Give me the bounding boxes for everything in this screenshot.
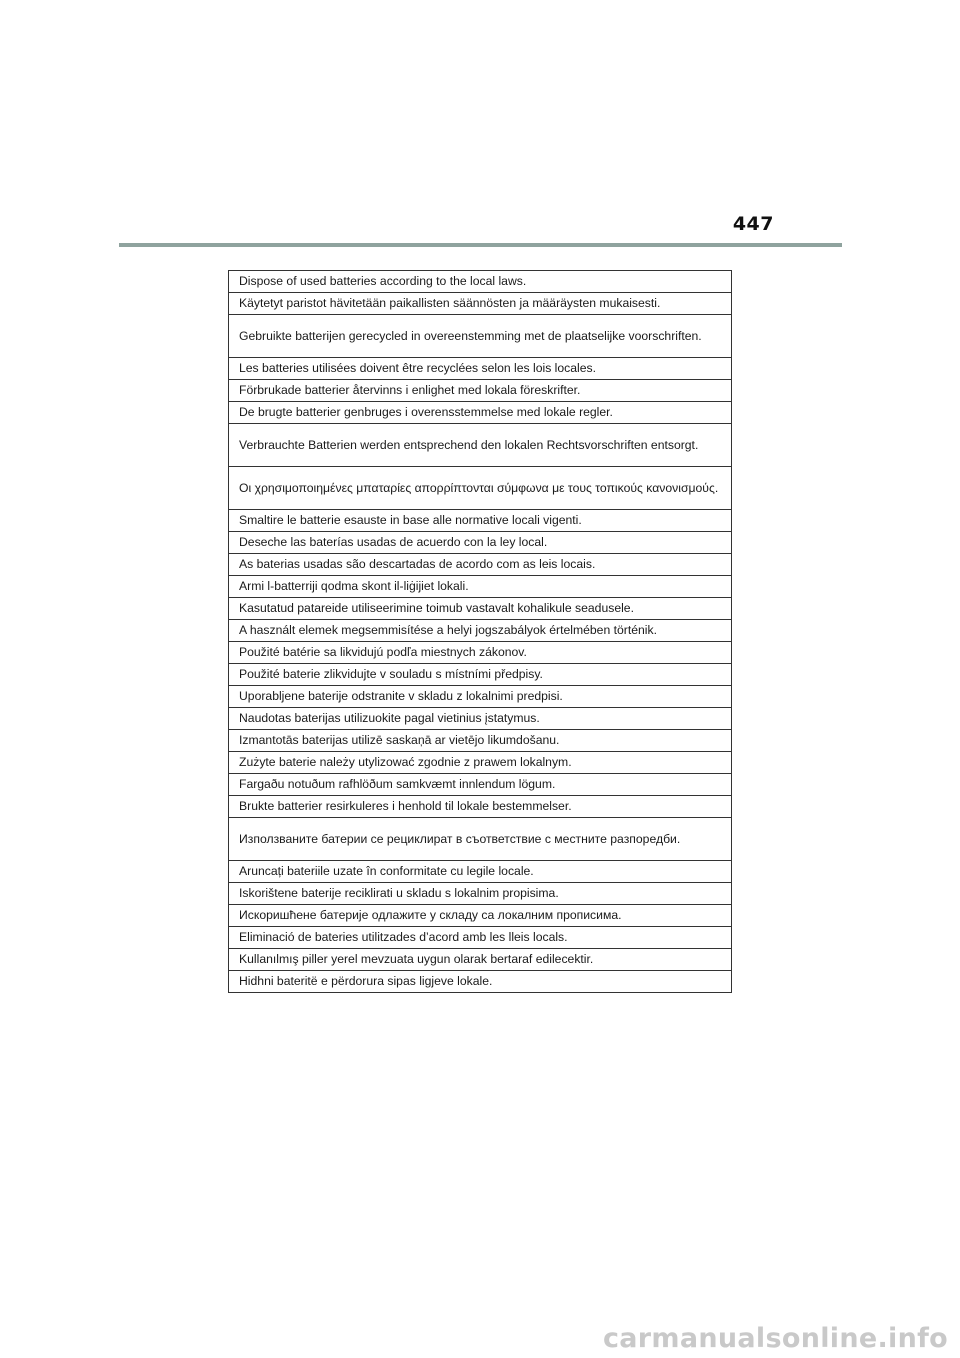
- table-row: [229, 818, 732, 861]
- table-row: [229, 315, 732, 358]
- table-row: [229, 686, 732, 708]
- table-cell: Izmantotās baterijas utilizē saskaņā ar vietējo likumdošanu.: [229, 730, 732, 752]
- table-row: [229, 752, 732, 774]
- table-row: [229, 949, 732, 971]
- table-row: [229, 883, 732, 905]
- table-cell: Les batteries utilisées doivent être recyclées selon les lois locales.: [229, 358, 732, 380]
- table-cell: Iskorištene baterije reciklirati u skladu s lokalnim propisima.: [229, 883, 732, 905]
- table-cell: Kasutatud patareide utiliseerimine toimub vastavalt kohalikule seadusele.: [229, 598, 732, 620]
- table-row: [229, 730, 732, 752]
- table-cell: Uporabljene baterije odstranite v skladu z lokalnimi predpisi.: [229, 686, 732, 708]
- table-row: [229, 380, 732, 402]
- table-row: [229, 532, 732, 554]
- table-cell: Използваните батерии се рециклират в съответствие с местните разпоредби.: [229, 818, 732, 861]
- table-cell: De brugte batterier genbruges i overensstemmelse med lokale regler.: [229, 402, 732, 424]
- table-cell: Gebruikte batterijen gerecycled in overeenstemming met de plaatselijke voorschriften.: [229, 315, 732, 358]
- table-cell: Naudotas baterijas utilizuokite pagal vietinius įstatymus.: [229, 708, 732, 730]
- table-row: [229, 598, 732, 620]
- table-cell: Verbrauchte Batterien werden entsprechend den lokalen Rechtsvorschriften entsorgt.: [229, 424, 732, 467]
- table-row: [229, 402, 732, 424]
- table-cell: Zużyte baterie należy utylizować zgodnie z prawem lokalnym.: [229, 752, 732, 774]
- table-row: [229, 424, 732, 467]
- table-cell: Искоришћене батерије одлажите у складу са локалним прописима.: [229, 905, 732, 927]
- table-row: [229, 708, 732, 730]
- table-row: [229, 576, 732, 598]
- table-cell: Eliminació de bateries utilitzades d’acord amb les lleis locals.: [229, 927, 732, 949]
- table-cell: As baterias usadas são descartadas de acordo com as leis locais.: [229, 554, 732, 576]
- table-cell: Aruncați bateriile uzate în conformitate cu legile locale.: [229, 861, 732, 883]
- table-cell: Οι χρησιμοποιημένες μπαταρίες απορρίπτονται σύμφωνα με τους τοπικούς κανονισμούς.: [229, 467, 732, 510]
- table-row: [229, 358, 732, 380]
- table-cell: Dispose of used batteries according to the local laws.: [229, 271, 732, 293]
- table-row: [229, 774, 732, 796]
- table-row: [229, 905, 732, 927]
- header-rule: [119, 243, 842, 247]
- table-cell: Förbrukade batterier återvinns i enlighet med lokala föreskrifter.: [229, 380, 732, 402]
- table-row: [229, 620, 732, 642]
- table-cell: Armi l-batterriji qodma skont il-liġijiet lokali.: [229, 576, 732, 598]
- table-cell: Brukte batterier resirkuleres i henhold til lokale bestemmelser.: [229, 796, 732, 818]
- page-number: 447: [732, 213, 774, 235]
- table-cell: Použité baterie zlikvidujte v souladu s místními předpisy.: [229, 664, 732, 686]
- table-cell: A használt elemek megsemmisítése a helyi jogszabályok értelmében történik.: [229, 620, 732, 642]
- battery-disposal-table: [228, 270, 732, 993]
- table-cell: Käytetyt paristot hävitetään paikallisten säännösten ja määräysten mukaisesti.: [229, 293, 732, 315]
- table-cell: Kullanılmış piller yerel mevzuata uygun olarak bertaraf edilecektir.: [229, 949, 732, 971]
- table-row: [229, 927, 732, 949]
- table-row: [229, 796, 732, 818]
- table-row: [229, 293, 732, 315]
- table-cell: Hidhni bateritë e përdorura sipas ligjeve lokale.: [229, 971, 732, 993]
- watermark-logo: carmanualsonline.info: [602, 1323, 948, 1354]
- table-row: [229, 642, 732, 664]
- table-cell: Použité batérie sa likvidujú podľa miestnych zákonov.: [229, 642, 732, 664]
- table-row: [229, 971, 732, 993]
- table-row: [229, 664, 732, 686]
- table-row: [229, 271, 732, 293]
- table-row: [229, 554, 732, 576]
- table-row: [229, 467, 732, 510]
- table-row: [229, 861, 732, 883]
- table-cell: Smaltire le batterie esauste in base alle normative locali vigenti.: [229, 510, 732, 532]
- table-cell: Deseche las baterías usadas de acuerdo con la ley local.: [229, 532, 732, 554]
- table-row: [229, 510, 732, 532]
- table-cell: Fargaðu notuðum rafhlöðum samkvæmt innlendum lögum.: [229, 774, 732, 796]
